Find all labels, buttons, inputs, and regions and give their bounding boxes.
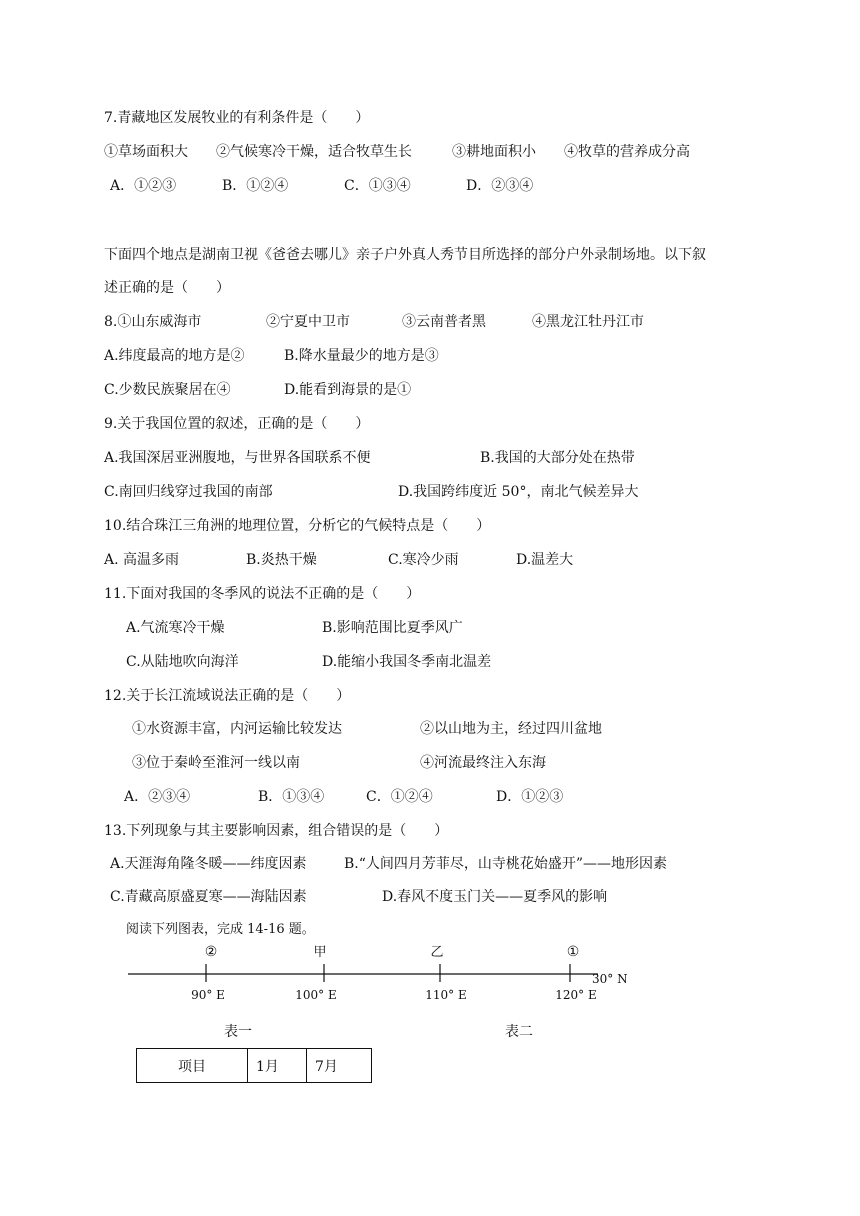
- q7-option-a: A．①②③: [110, 178, 177, 194]
- intro-line-2: 述正确的是（ ）: [104, 280, 230, 296]
- q12-option-d: D．①②③: [496, 789, 564, 805]
- q9-stem: 9.关于我国位置的叙述，正确的是（ ）: [104, 416, 370, 432]
- q10-option-a: A. 高温多雨: [104, 552, 180, 568]
- q13-stem: 13.下列现象与其主要影响因素，组合错误的是（ ）: [104, 823, 449, 839]
- q8-item-1: 8.①山东威海市: [104, 314, 202, 330]
- q7-stem: 7.青藏地区发展牧业的有利条件是（ ）: [104, 110, 370, 126]
- q13-option-c: C.青藏高原盛夏寒——海陆因素: [110, 889, 307, 905]
- label-yi: 乙: [430, 945, 444, 960]
- q12-option-a: A．②③④: [124, 789, 191, 805]
- table1: [136, 1048, 372, 1083]
- q7-item-4: ④牧草的营养成分高: [564, 144, 690, 160]
- q12-stem: 12.关于长江流域说法正确的是（ ）: [104, 688, 351, 704]
- q13-option-b: B.“人间四月芳菲尽，山寺桃花始盛开”——地形因素: [344, 856, 668, 872]
- q8-item-3: ③云南普者黑: [402, 314, 486, 330]
- q8-item-4: ④黑龙江牡丹江市: [532, 314, 644, 330]
- table1-header-jan: 1月: [248, 1049, 307, 1083]
- table-row: [137, 1049, 372, 1083]
- q13-option-a: A.天涯海角隆冬暖——纬度因素: [110, 856, 307, 872]
- label-circle-1: ①: [566, 944, 580, 960]
- q12-option-c: C．①②④: [366, 789, 433, 805]
- q7-item-3: ③耕地面积小: [452, 144, 536, 160]
- intro-line-1: 下面四个地点是湖南卫视《爸爸去哪儿》亲子户外真人秀节目所选择的部分户外录制场地。以下叙: [104, 247, 706, 263]
- label-110e: 110° E: [425, 988, 467, 1002]
- q10-option-d: D.温差大: [516, 552, 574, 568]
- q8-option-a: A.纬度最高的地方是②: [104, 348, 245, 364]
- q12-item-2: ②以山地为主，经过四川盆地: [420, 721, 602, 737]
- q8-item-2: ②宁夏中卫市: [266, 314, 350, 330]
- q10-option-c: C.寒冷少雨: [388, 552, 459, 568]
- q11-option-b: B.影响范围比夏季风广: [322, 620, 463, 636]
- longitude-axis-diagram: [0, 940, 860, 1010]
- q8-option-d: D.能看到海景的是①: [284, 382, 412, 398]
- label-30n: 30° N: [592, 972, 628, 986]
- q12-option-b: B．①③④: [258, 789, 325, 805]
- q12-item-3: ③位于秦岭至淮河一线以南: [132, 755, 300, 771]
- q10-stem: 10.结合珠江三角洲的地理位置，分析它的气候特点是（ ）: [104, 518, 491, 534]
- q11-stem: 11.下面对我国的冬季风的说法不正确的是（ ）: [104, 586, 421, 602]
- q7-option-d: D．②③④: [466, 178, 534, 194]
- reading-instruction: 阅读下列图表，完成 14-16 题。: [126, 922, 315, 937]
- q11-option-d: D.能缩小我国冬季南北温差: [322, 654, 492, 670]
- label-circle-2: ②: [204, 944, 218, 960]
- table2-caption: 表二: [505, 1024, 533, 1040]
- label-100e: 100° E: [295, 988, 337, 1002]
- q7-item-1: ①草场面积大: [104, 144, 188, 160]
- q12-item-1: ①水资源丰富，内河运输比较发达: [132, 721, 342, 737]
- label-jia: 甲: [313, 945, 327, 960]
- q7-item-2: ②气候寒冷干燥，适合牧草生长: [216, 144, 412, 160]
- label-120e: 120° E: [555, 988, 597, 1002]
- label-90e: 90° E: [191, 988, 225, 1002]
- q9-option-d: D.我国跨纬度近 50°，南北气候差异大: [398, 484, 639, 500]
- q8-option-b: B.降水量最少的地方是③: [284, 348, 439, 364]
- q13-option-d: D.春风不度玉门关——夏季风的影响: [382, 889, 608, 905]
- table1-header-item: 项目: [137, 1049, 248, 1083]
- q9-option-a: A.我国深居亚洲腹地，与世界各国联系不便: [104, 450, 371, 466]
- q7-option-c: C．①③④: [344, 178, 411, 194]
- table1-header-jul: 7月: [307, 1049, 372, 1083]
- q10-option-b: B.炎热干燥: [246, 552, 317, 568]
- q11-option-a: A.气流寒冷干燥: [126, 620, 225, 636]
- q12-item-4: ④河流最终注入东海: [420, 755, 546, 771]
- table1-caption: 表一: [224, 1024, 252, 1040]
- q11-option-c: C.从陆地吹向海洋: [126, 654, 239, 670]
- q9-option-c: C.南回归线穿过我国的南部: [104, 484, 273, 500]
- q8-option-c: C.少数民族聚居在④: [104, 382, 231, 398]
- q7-option-b: B．①②④: [222, 178, 289, 194]
- q9-option-b: B.我国的大部分处在热带: [480, 450, 635, 466]
